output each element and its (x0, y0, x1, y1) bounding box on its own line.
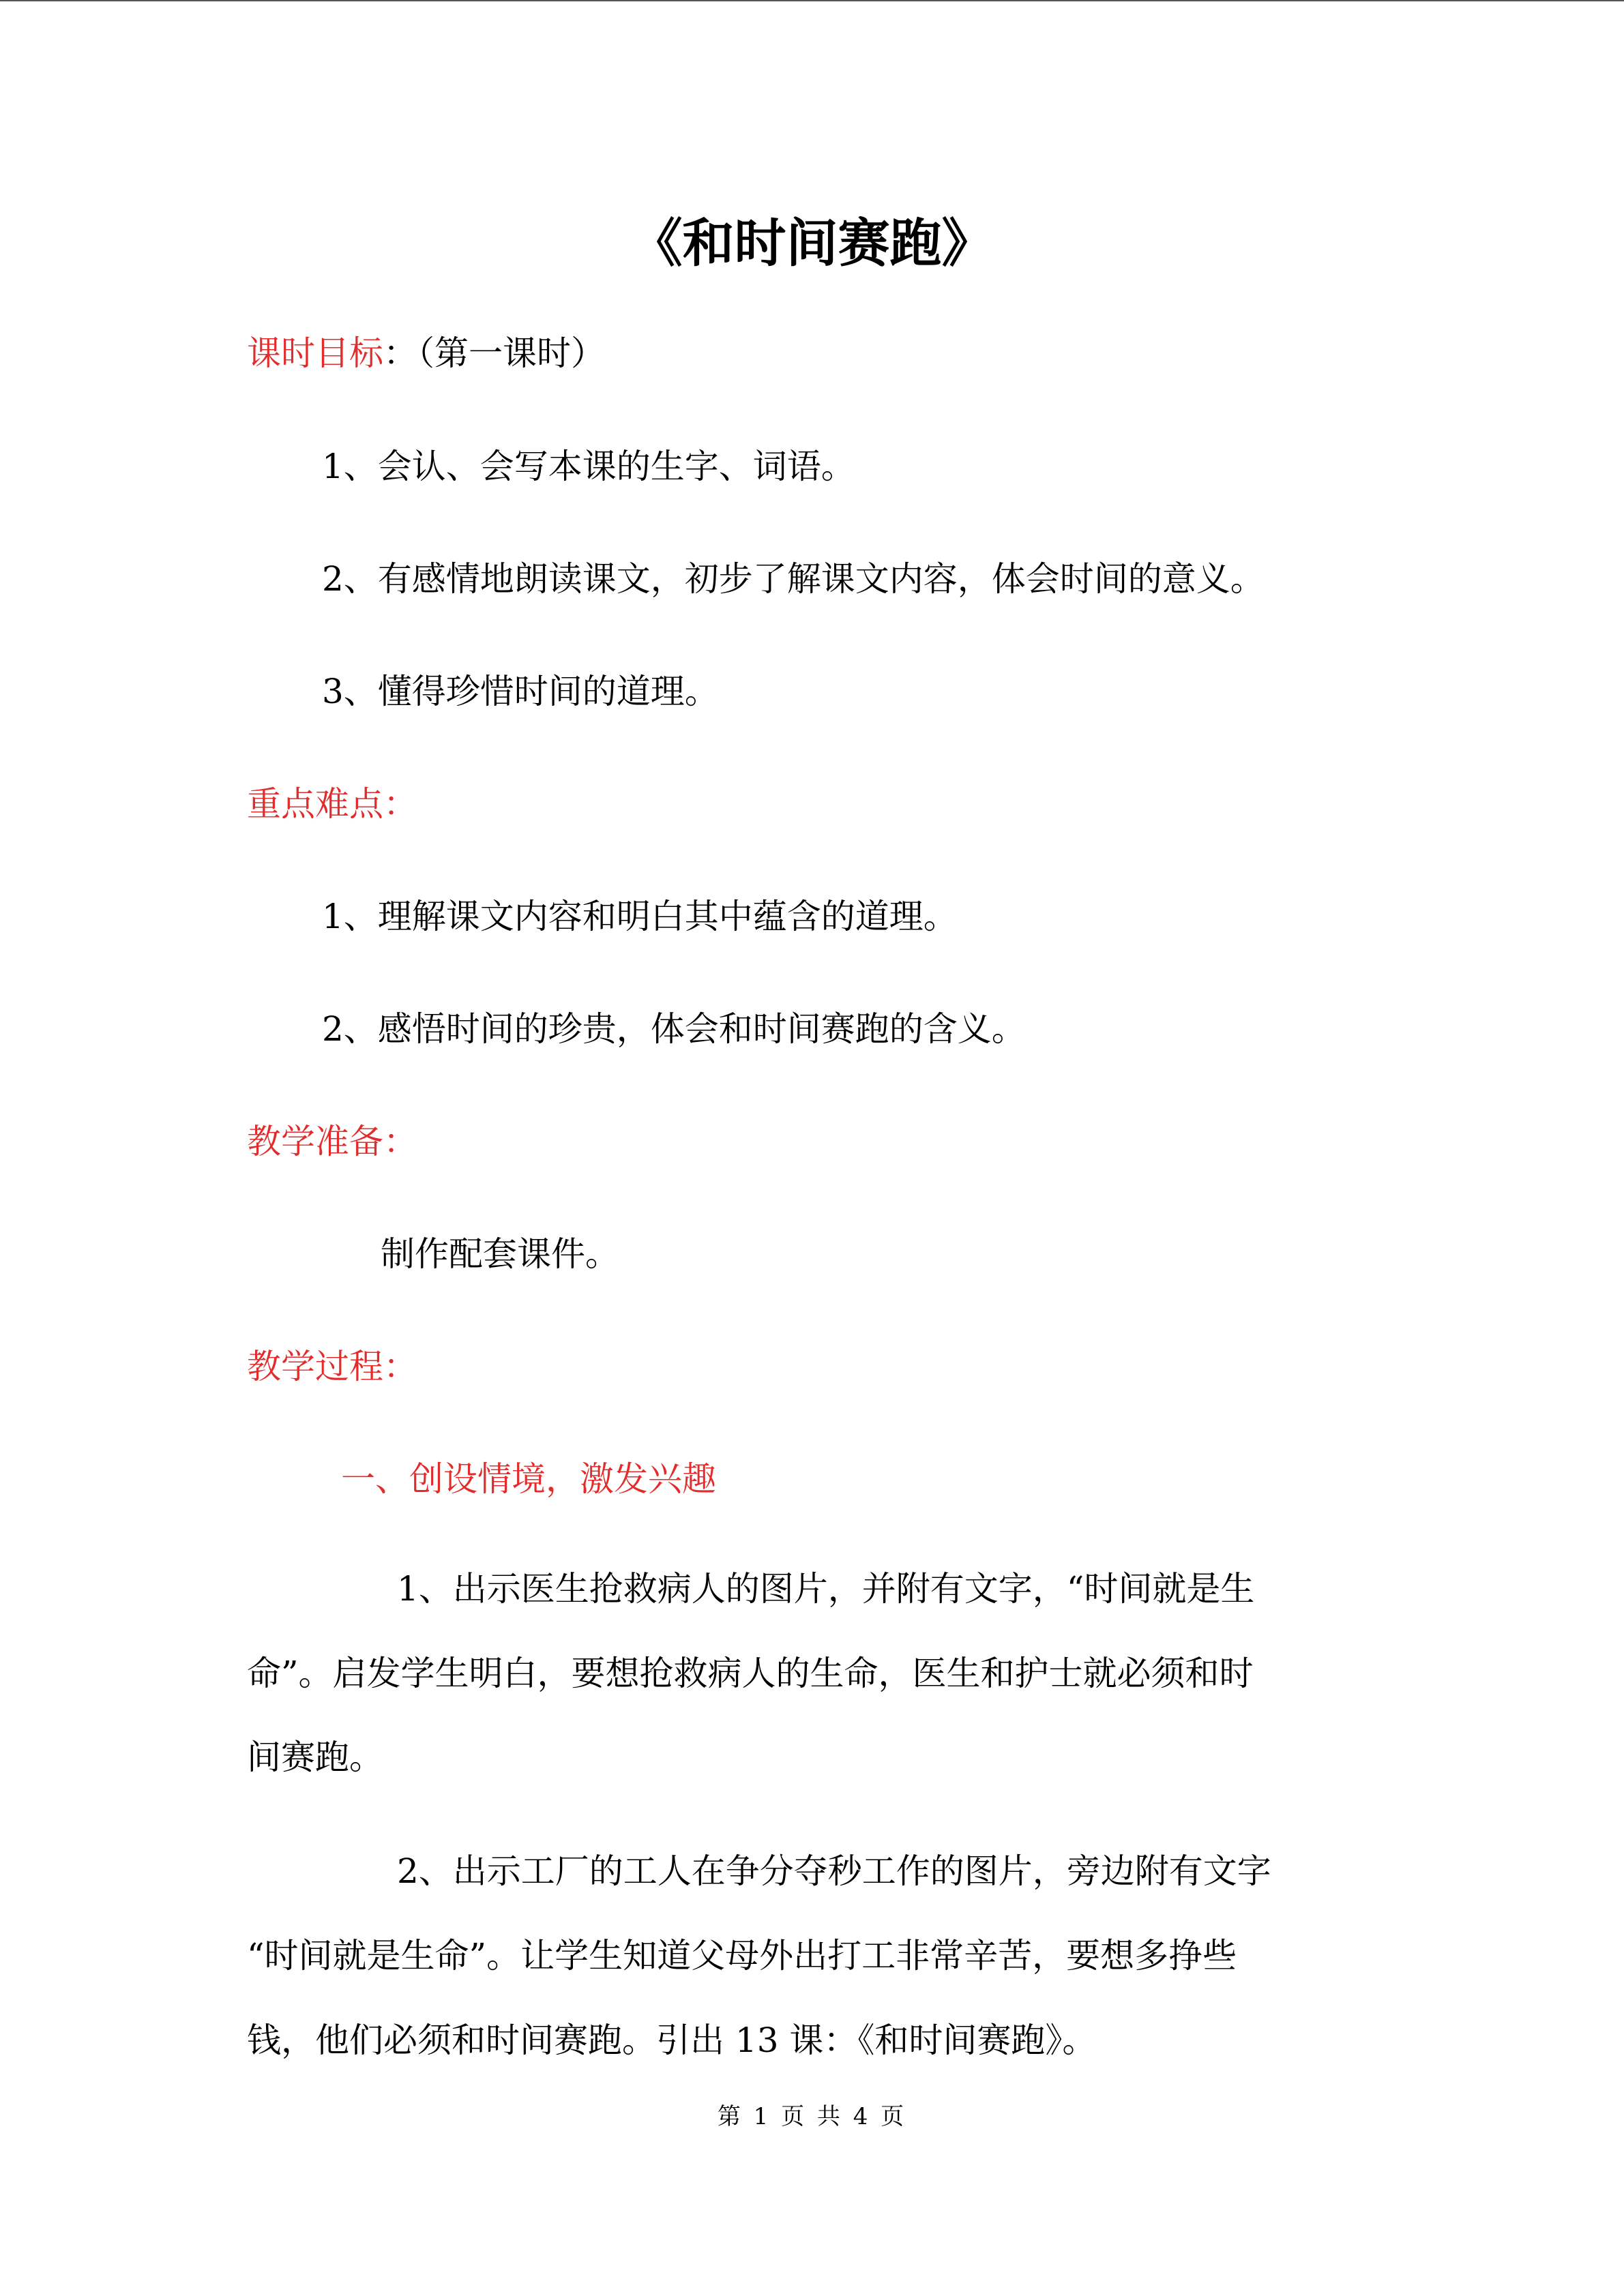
key-points-heading: 重点难点： (247, 784, 417, 824)
paragraph-2-line-2: “时间就是生命”。让学生知道父母外出打工非常辛苦，要想多挣些 (247, 1936, 1237, 1976)
objectives-colon: ： (383, 333, 417, 373)
process-heading: 教学过程： (247, 1347, 417, 1386)
objective-item-3: 3、懂得珍惜时间的道理。 (322, 672, 719, 711)
objectives-note: （第一课时） (417, 333, 605, 373)
paragraph-1-line-3: 间赛跑。 (247, 1738, 383, 1777)
paragraph-2-line-3: 钱，他们必须和时间赛跑。引出 13 课：《和时间赛跑》。 (247, 2021, 1097, 2060)
paragraph-1-line-1: 1、出示医生抢救病人的图片，并附有文字，“时间就是生 (397, 1569, 1255, 1609)
preparation-text: 制作配套课件。 (381, 1234, 619, 1274)
section-one-heading: 一、创设情境，激发兴趣 (341, 1459, 716, 1499)
key-point-item-2: 2、感悟时间的珍贵，体会和时间赛跑的含义。 (322, 1009, 1026, 1049)
document-title: 《和时间赛跑》 (630, 213, 994, 273)
key-point-item-1: 1、理解课文内容和明白其中蕴含的道理。 (322, 897, 958, 936)
page-footer: 第 1 页 共 4 页 (717, 2103, 907, 2130)
objective-item-1: 1、会认、会写本课的生字、词语。 (322, 447, 855, 486)
preparation-heading: 教学准备： (247, 1122, 417, 1161)
paragraph-1-line-2: 命”。启发学生明白，要想抢救病人的生命，医生和护士就必须和时 (247, 1654, 1254, 1693)
paragraph-2-line-1: 2、出示工厂的工人在争分夺秒工作的图片，旁边附有文字 (397, 1851, 1271, 1891)
objective-item-2: 2、有感情地朗读课文，初步了解课文内容，体会时间的意义。 (322, 559, 1265, 599)
objectives-label: 课时目标 (247, 333, 383, 373)
objectives-heading (247, 331, 605, 375)
